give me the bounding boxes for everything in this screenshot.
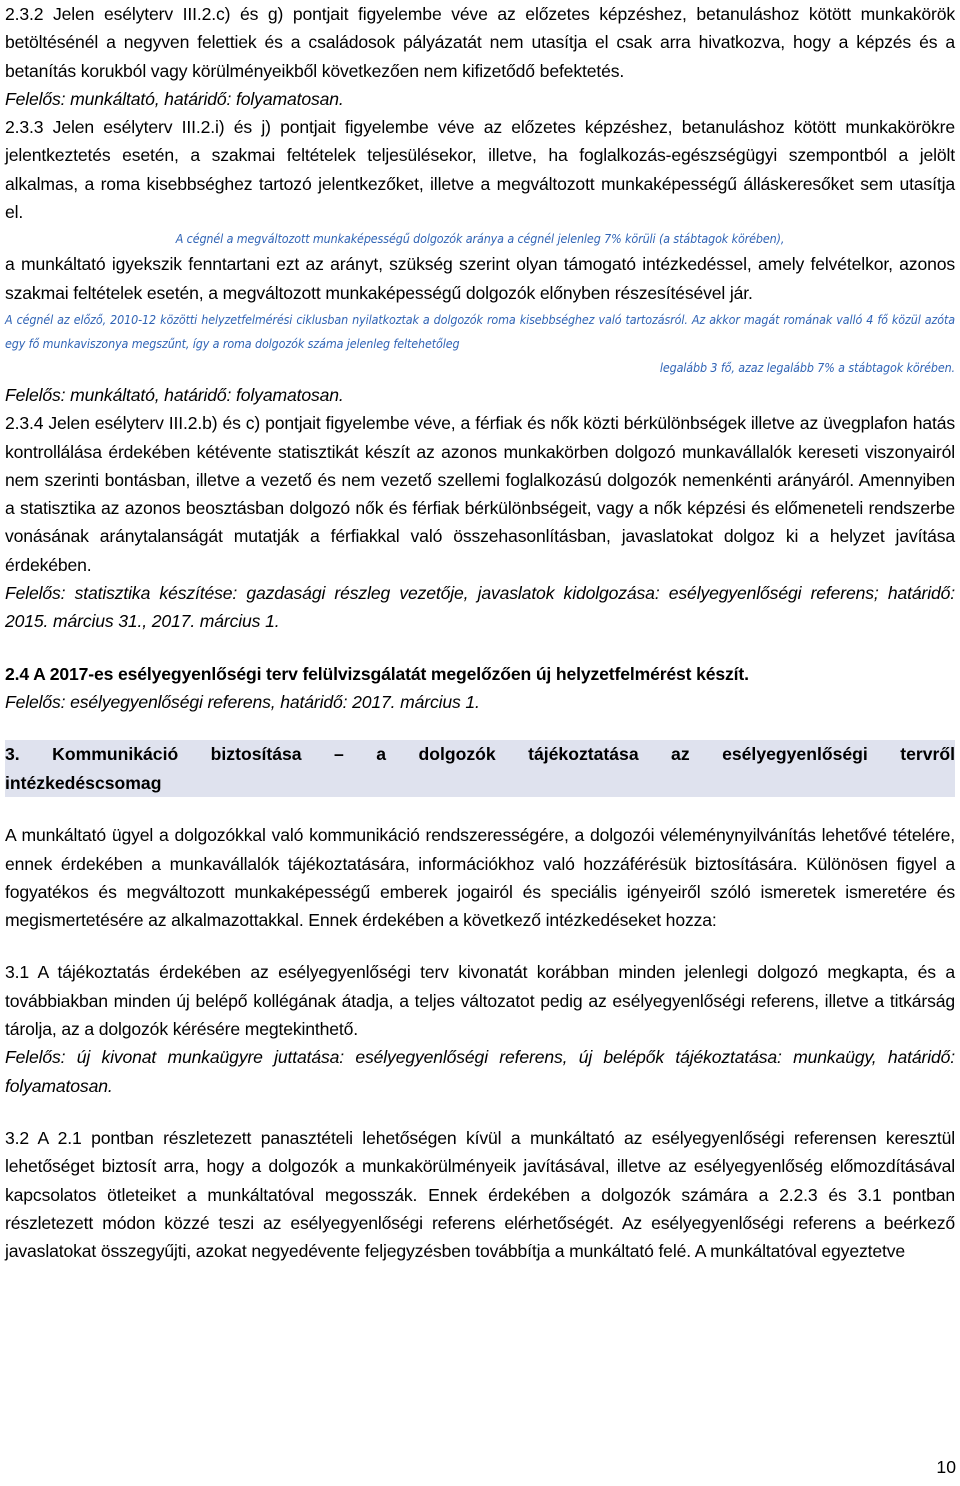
responsible-3-1: Felelős: új kivonat munkaügyre juttatása: esélyegyenlőségi referens, új belépők tájékoztatása: munkaügy, határidő: folyamatosan. bbox=[5, 1047, 955, 1096]
paragraph-3-2: 3.2 A 2.1 pontban részletezett panasztételi lehetőségen kívül a munkáltató az esélyegyenlőségi referensen keresztül lehetőséget biztosít arra, hogy a dolgozók a munkakörülményeik javításával, illetve az esélyegyenlőség előmozdításával kapcsolatos ötleteiket a munkáltatóval megosszák. Ennek érdekében a dolgozók számára a 2.2.3 és 3.1 pontban részletezett módon közzé teszi az esélyegyenlőségi referens elérhetőségét. Az esélyegyenlőségi referens a beérkező javaslatokat összegyűjti, azokat negyedévente feljegyzésben továbbítja a munkáltató felé. A munkáltatóval egyeztetve bbox=[5, 1127, 955, 1262]
paragraph-2-3-3-continued: a munkáltató igyekszik fenntartani ezt az arányt, szükség szerint olyan támogató intézkedéssel, amely felvételkor, azonos szakmai feltételek esetén, a megváltozott munkaképességű dolgozók előnyben részesítésével jár. bbox=[5, 254, 955, 303]
responsible-2-4: Felelős: esélyegyenlőségi referens, határidő: 2017. március 1. bbox=[5, 691, 480, 712]
section-2-4-title: 2.4 A 2017-es esélyegyenlőségi terv felülvizsgálatát megelőzően új helyzetfelmérést készít. bbox=[5, 663, 749, 684]
note-roma-workers-end: legalább 3 fő, azaz legalább 7% a stábtagok körében. bbox=[659, 359, 955, 375]
spacer bbox=[5, 797, 955, 821]
section-3-heading-line2: intézkedéscsomag bbox=[5, 772, 162, 793]
paragraph-2-3-4: 2.3.4 Jelen esélyterv III.2.b) és c) pontjait figyelembe véve, a férfiak és nők közti bérkülönbségek illetve az üvegplafon hatás kontrollálása érdekében kétévente statisztikát készít az azonos munkakörben dolgozó munkavállalók kereseti viszonyairól nem szerinti bontásban, illetve a vezető és nem vezető szellemi foglalkozású dolgozók nemenkénti arányáról. Amennyiben a statisztika az azonos beosztásban dolgozó nők és férfiak bérkülönbségeit, vagy a nők képzési és előmeneteli rendszerbe vonásának aránytalanságát mutatják a férfiakkal való összehasonlításban, javaslatokat dolgoz ki a helyzet javítása érdekében. bbox=[5, 413, 955, 575]
spacer bbox=[5, 1100, 955, 1124]
section-3-heading bbox=[5, 740, 955, 797]
paragraph-2-3-3: 2.3.3 Jelen esélyterv III.2.i) és j) pontjait figyelembe véve az előzetes képzéshez, betanuláshoz kötött munkakörökre jelentkeztetés esetén, a szakmai feltételek teljesülésekor, illetve, ha foglalkozás-egészségügyi szempontból a jelölt alkalmas, a roma kisebbséghez tartozó jelentkezőket, illetve a megváltozott munkaképességű álláskeresőket sem utasítja el. bbox=[5, 117, 955, 223]
section-3-heading-line1: 3. Kommunikáció biztosítása – a dolgozók tájékoztatása az esélyegyenlőségi tervről bbox=[5, 744, 955, 765]
spacer bbox=[5, 636, 955, 660]
paragraph-2-3-2: 2.3.2 Jelen esélyterv III.2.c) és g) pontjait figyelembe véve az előzetes képzéshez, betanuláshoz kötött munkakörök betöltésénél a negyven felettiek és a családosok pályázatát nem utasítja el csak arra hivatkozva, hogy a képzés és a betanítás korukból vagy körülményeikből következően nem kifizetődő befektetés. bbox=[5, 4, 955, 81]
spacer bbox=[5, 716, 955, 740]
note-roma-workers: A cégnél az előző, 2010-12 közötti helyzetfelmérési ciklusban nyilatkoztak a dolgozók roma kisebbséghez való tartozásról. Az akkor magát romának valló 4 fő közül azóta egy fő munkaviszonya megszűnt, így a roma dolgozók száma jelenleg feltehetőleg bbox=[5, 311, 955, 351]
responsible-2-3-4: Felelős: statisztika készítése: gazdasági részleg vezetője, javaslatok kidolgozása: esélyegyenlőségi referens; határidő: 2015. március 31., 2017. március 1. bbox=[5, 583, 955, 632]
section-3-intro: A munkáltató ügyel a dolgozókkal való kommunikáció rendszerességére, a dolgozói véleménynyilvánítás lehetővé tételére, ennek érdekében a munkavállalók tájékoztatására, információkhoz való hozzáférésük biztosítására. Különösen figyel a fogyatékos és megváltozott munkaképességű emberek jogairól és speciális igényeiről szóló ismeretek ismeretére és megismertetésére az alkalmazottakkal. Ennek érdekében a következő intézkedéseket hozza: bbox=[5, 825, 955, 931]
responsible-2-3-3: Felelős: munkáltató, határidő: folyamatosan. bbox=[5, 384, 344, 405]
paragraph-3-1: 3.1 A tájékoztatás érdekében az esélyegyenlőségi terv kivonatát korábban minden jelenlegi dolgozó megkapta, és a továbbiakban minden új belépő kollégának átadja, a teljes változatot pedig az esélyegyenlőségi referens, illetve a titkárság tárolja, az a dolgozók kérésére megtekinthető. bbox=[5, 962, 955, 1040]
page-number: 10 bbox=[936, 1457, 956, 1477]
note-disabled-workers-ratio: A cégnél a megváltozott munkaképességű dolgozók aránya a cégnél jelenleg 7% körüli (a stábtagok körében), bbox=[175, 231, 785, 247]
responsible-2-3-2: Felelős: munkáltató, határidő: folyamatosan. bbox=[5, 88, 344, 109]
spacer bbox=[5, 934, 955, 958]
